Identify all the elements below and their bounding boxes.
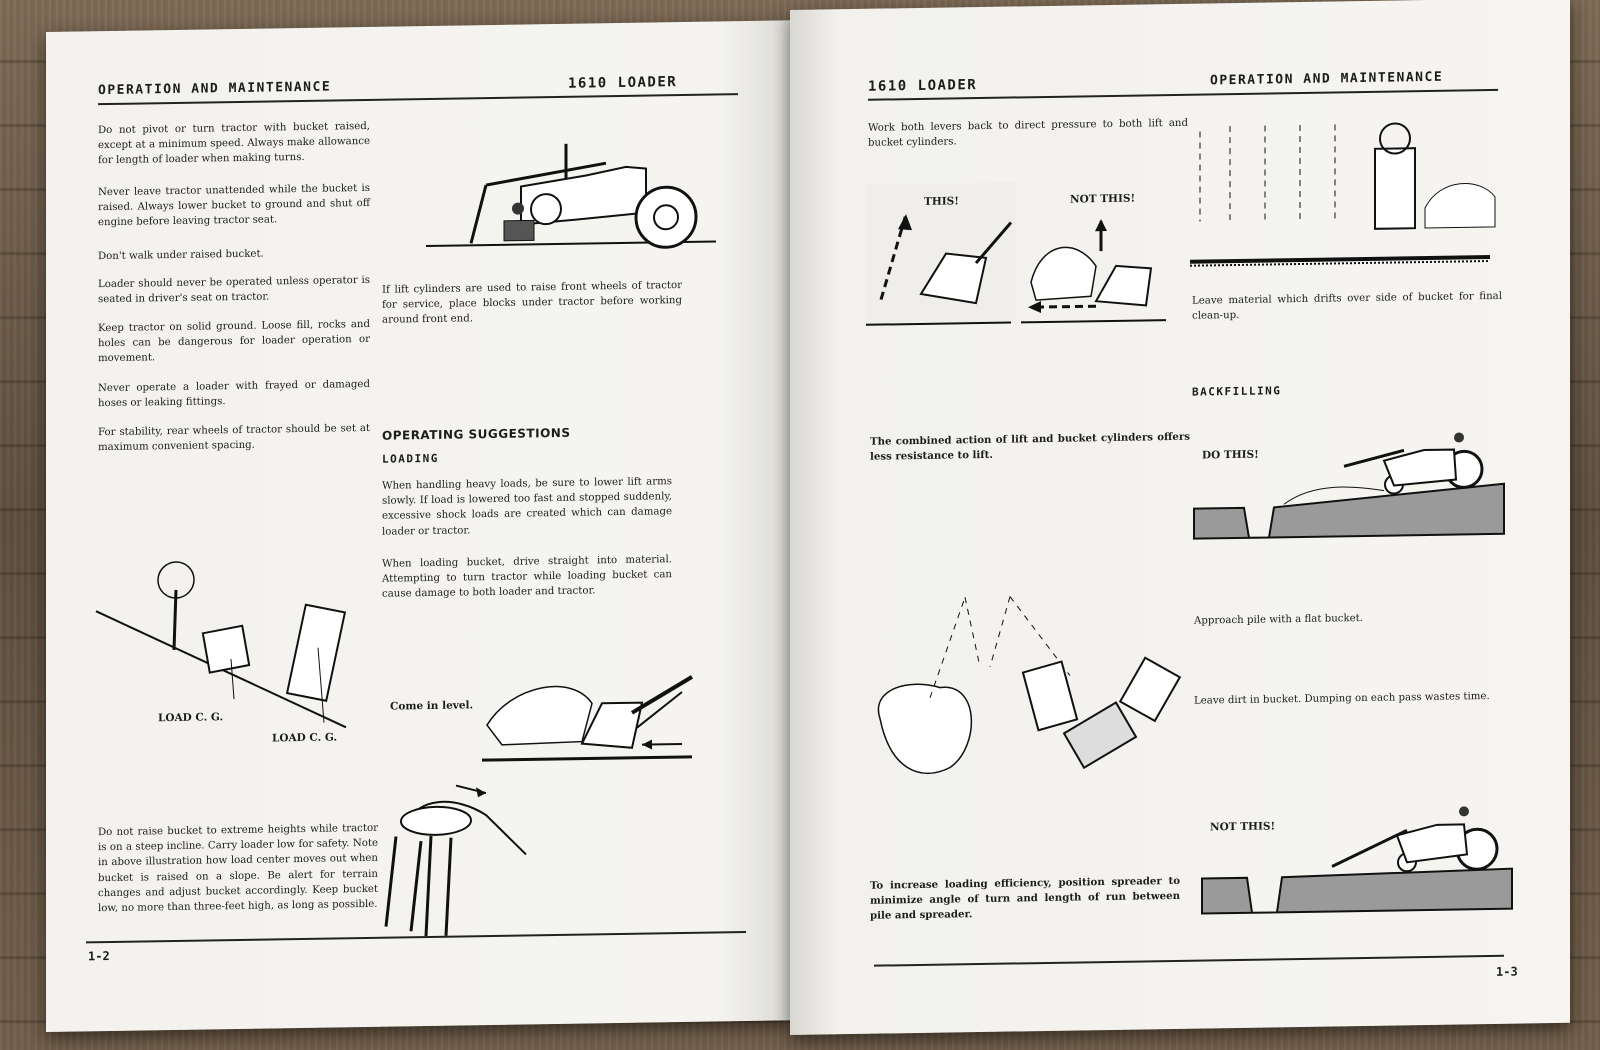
safety-paragraph-1: Do not pivot or turn tractor with bucket raised, except at a minimum speed. Always make allowance for length of loader when making turns. [98, 120, 370, 167]
safety-paragraph-3: Don't walk under raised bucket. [98, 248, 264, 263]
right-header-section: OPERATION AND MAINTENANCE [1210, 69, 1444, 89]
spreader-position-illustration [870, 584, 1190, 789]
tractor-raised-front-illustration [426, 121, 726, 276]
safety-paragraph-7: For stability, rear wheels of tractor should be set at maximum convenient spacing. [98, 422, 370, 454]
drift-text: Leave material which drifts over side of bucket for final clean-up. [1192, 290, 1502, 322]
safety-paragraph-5: Keep tractor on solid ground. Loose fill, rocks and holes can be dangerous for loader operation or movement. [98, 318, 370, 365]
combined-action-text: The combined action of lift and bucket cylinders offers less resistance to lift. [870, 430, 1190, 463]
right-header-model: 1610 LOADER [868, 77, 978, 95]
slope-load-cg-illustration [96, 547, 356, 741]
bucket-level-illustration [482, 662, 702, 765]
load-cg-label-1: LOAD C. G. [158, 711, 224, 725]
approach-text: Approach pile with a flat bucket. [1194, 612, 1363, 627]
left-header-section: OPERATION AND MAINTENANCE [98, 79, 332, 99]
backfill-not-this-illustration [1202, 799, 1522, 924]
left-header-model: 1610 LOADER [568, 74, 678, 92]
not-this-label-2: NOT THIS! [1210, 820, 1276, 834]
leave-dirt-text: Leave dirt in bucket. Dumping on each pass wastes time. [1194, 691, 1490, 707]
loading-paragraph-1: When handling heavy loads, be sure to lower lift arms slowly. If load is lowered too fast and stopped suddenly, excessive shock loads are created which can damage loader or tractor. [382, 476, 672, 538]
backfilling-heading: BACKFILLING [1192, 384, 1282, 399]
not-this-label: NOT THIS! [1070, 192, 1136, 206]
lift-cylinder-text: If lift cylinders are used to raise front wheels of tractor for service, place blocks under tractor before working around front end. [382, 280, 682, 327]
right-page [790, 0, 1570, 1035]
load-cg-label-2: LOAD C. G. [272, 731, 338, 745]
safety-paragraph-4: Loader should never be operated unless operator is seated in driver's seat on tractor. [98, 274, 370, 306]
come-in-level-caption: Come in level. [390, 699, 474, 713]
backfill-do-this-illustration [1194, 429, 1514, 554]
loading-subheading: LOADING [382, 451, 439, 466]
operating-suggestions-heading: OPERATING SUGGESTIONS [382, 425, 571, 443]
spreader-text: To increase loading efficiency, position spreader to minimize angle of turn and length of run between pile and spreader. [870, 874, 1180, 923]
safety-paragraph-6: Never operate a loader with frayed or damaged hoses or leaking fittings. [98, 378, 370, 410]
left-page [46, 20, 790, 1032]
left-page-number: 1-2 [88, 948, 110, 964]
loading-paragraph-2: When loading bucket, drive straight into material. Attempting to turn tractor while loading bucket can cause damage to both loader and tractor. [382, 554, 672, 601]
do-this-label: DO THIS! [1202, 448, 1259, 462]
right-footer-rule [874, 955, 1504, 966]
levers-text: Work both levers back to direct pressure to both lift and bucket cylinders. [868, 117, 1188, 149]
this-label: THIS! [924, 195, 959, 208]
drift-cleanup-illustration [1190, 117, 1500, 272]
right-page-number: 1-3 [1496, 964, 1518, 979]
hands-on-levers-illustration [376, 774, 556, 937]
safety-paragraph-2: Never leave tractor unattended while the bucket is raised. Always lower bucket to ground and shut off engine before leaving tractor seat. [98, 182, 370, 229]
slope-paragraph: Do not raise bucket to extreme heights while tractor is on a steep incline. Carry loader low for safety. Note in above illustration how load center moves out when bucket is raised on a slope. Be alert for terrain changes and adjust bucket accordingly. Keep bucket low, no more than three-feet high, as long as possible. [98, 822, 378, 915]
